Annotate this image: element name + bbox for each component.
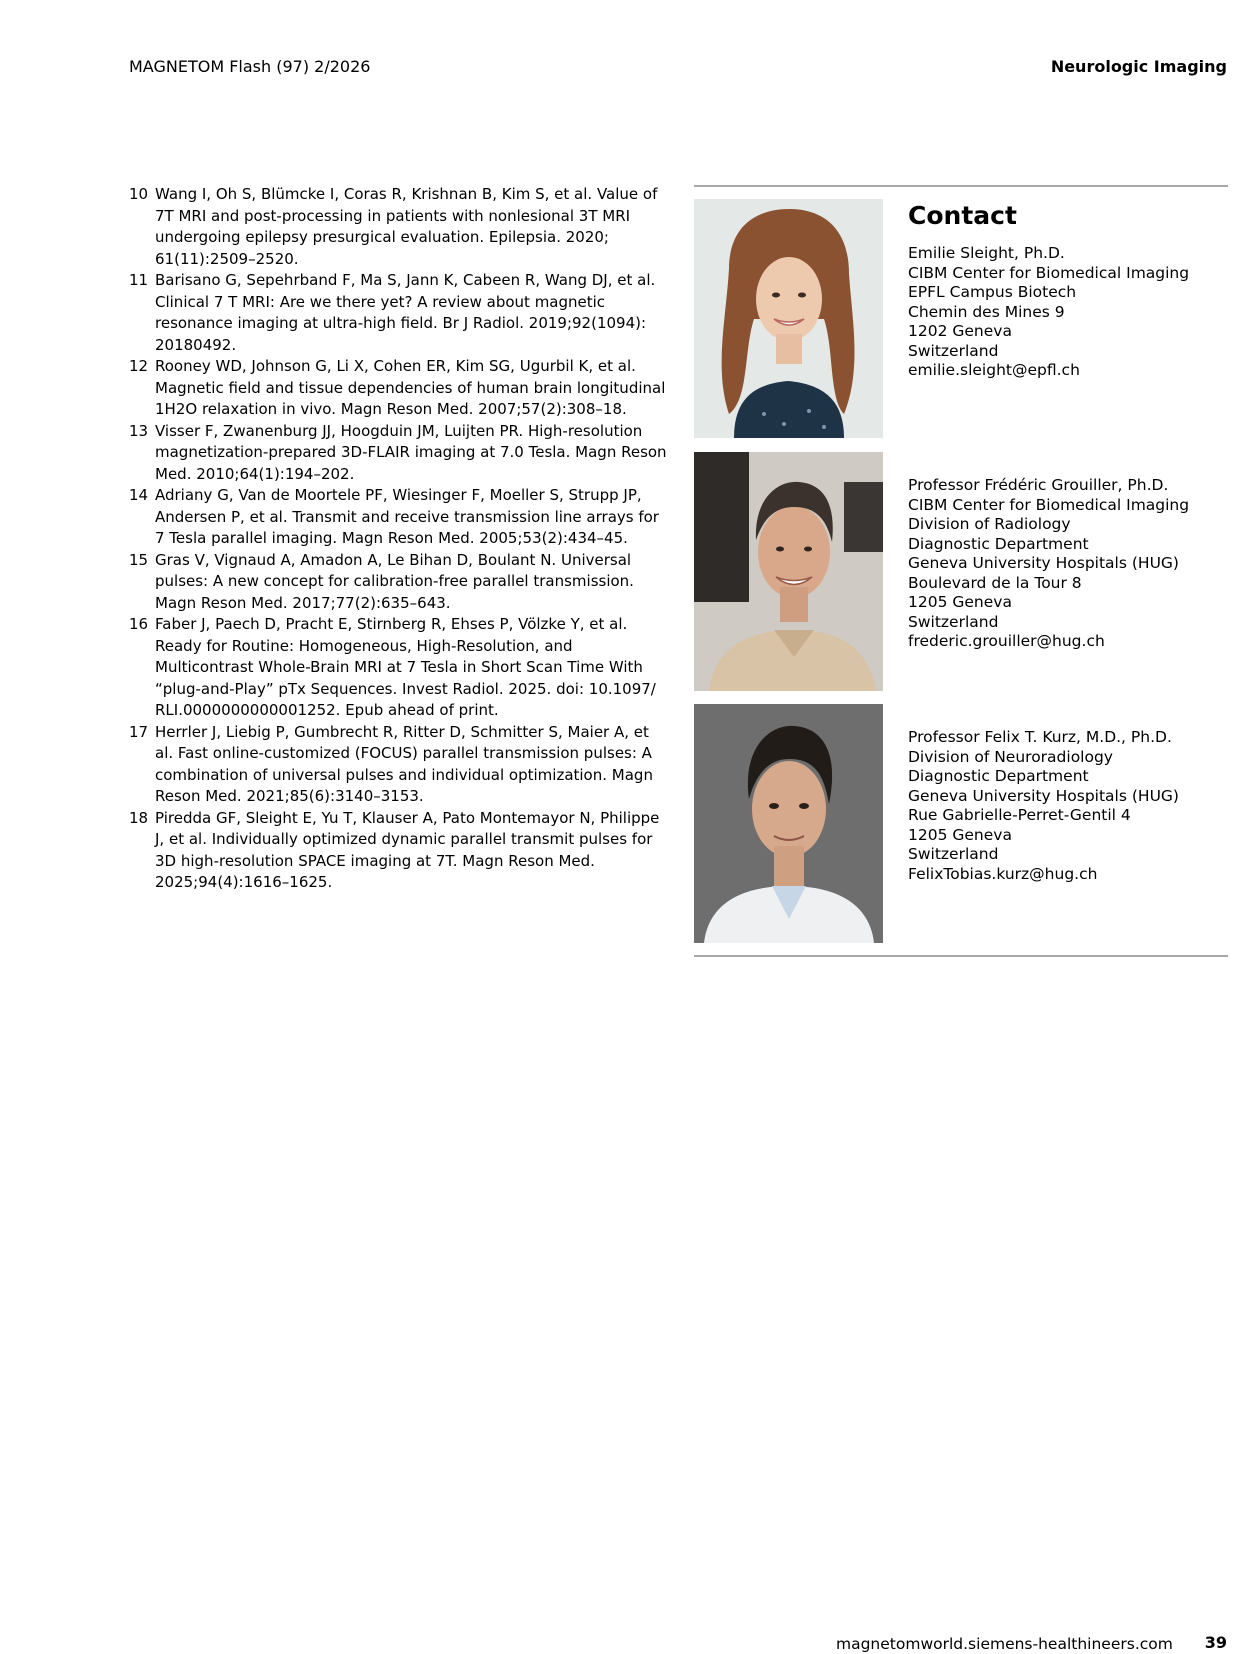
contact-address-line: 1205 Geneva	[908, 825, 1012, 844]
contact-affiliation: Diagnostic Department	[908, 767, 1089, 785]
contact-affiliation: CIBM Center for Biomedical Imaging	[908, 495, 1190, 514]
contact-heading: Contact	[908, 201, 1017, 230]
reference-item	[129, 356, 669, 421]
reference-number: 12	[129, 357, 149, 375]
reference-text: Rooney WD, Johnson G, Li X, Cohen ER, Kim SG, Ugurbil K, et al. Magnetic field and tissue dependencies of human brain longitudinal 1H2O relaxation in vivo. Magn Reson Med. 2007;57(2):308–18.	[155, 357, 666, 418]
reference-text: Visser F, Zwanenburg JJ, Hoogduin JM, Luijten PR. High-resolution magnetization-prepared 3D-FLAIR imaging at 7.0 Tesla. Magn Reson Med. 2010;64(1):194–202.	[155, 421, 667, 483]
reference-text: Adriany G, Van de Moortele PF, Wiesinger F, Moeller S, Strupp JP, Andersen P, et al. Transmit and receive transmission line arrays for 7 Tesla parallel imaging. Magn Reson Med. 2005;53(2):434–45.	[155, 486, 659, 547]
contact-country: Switzerland	[908, 341, 999, 360]
contact-affiliation: Geneva University Hospitals (HUG)	[908, 786, 1179, 805]
reference-number: 18	[129, 808, 149, 827]
contact-card-emilie-sleight	[908, 244, 1189, 381]
contact-card-felix-kurz	[908, 728, 1179, 884]
contact-address-line: EPFL Campus Biotech	[908, 283, 1077, 301]
reference-item	[129, 808, 669, 894]
contact-email: frederic.grouiller@hug.ch	[908, 632, 1105, 650]
reference-number: 17	[129, 722, 149, 741]
contact-country: Switzerland	[908, 612, 999, 631]
reference-text: Faber J, Paech D, Pracht E, Stirnberg R, Ehses P, Völzke Y, et al. Ready for Routine: Homogeneous, High-Resolution, and Multicontrast Whole-Brain MRI at 7 Tesla in Short Scan Time With “plug-and-Play” pTx Sequences. Invest Radiol. 2025. doi: 10.1097/ RLI.0000000000001252. Epub ahead of print.	[155, 615, 656, 719]
contact-email: emilie.sleight@epfl.ch	[908, 361, 1080, 379]
contact-address-line: Rue Gabrielle-Perret-Gentil 4	[908, 806, 1131, 824]
reference-text: Barisano G, Sepehrband F, Ma S, Jann K, Cabeen R, Wang DJ, et al. Clinical 7 T MRI: Are we there yet? A review about magnetic resonance imaging at ultra-high field. Br J Radiol. 2019;92(1094): 20180492.	[155, 271, 656, 354]
contact-name: Professor Felix T. Kurz, M.D., Ph.D.	[908, 728, 1172, 746]
page-number: 39	[1204, 1633, 1227, 1652]
contact-bottom-divider	[694, 955, 1228, 957]
reference-number: 11	[129, 271, 149, 289]
reference-number: 13	[129, 421, 149, 440]
contact-email: FelixTobias.kurz@hug.ch	[908, 864, 1098, 883]
reference-text: Piredda GF, Sleight E, Yu T, Klauser A, Pato Montemayor N, Philippe J, et al. Individually optimized dynamic parallel transmit pulses for 3D high-resolution SPACE imaging at 7T. Magn Reson Med. 2025;94(4):1616–1625.	[155, 808, 660, 891]
contact-affiliation: Geneva University Hospitals (HUG)	[908, 554, 1179, 572]
reference-number: 10	[129, 185, 149, 203]
contact-address-line: Chemin des Mines 9	[908, 302, 1065, 321]
contact-affiliation: Diagnostic Department	[908, 534, 1089, 553]
contact-affiliation: Division of Radiology	[908, 515, 1071, 533]
reference-number: 16	[129, 615, 149, 633]
contact-country: Switzerland	[908, 845, 999, 863]
publication-title: MAGNETOM Flash (97) 2/2026	[129, 57, 371, 76]
reference-item	[129, 270, 669, 356]
contact-photo-frederic-grouiller	[694, 452, 883, 691]
reference-item	[129, 550, 669, 615]
contact-affiliation: Division of Neuroradiology	[908, 747, 1113, 766]
contact-address-line: Boulevard de la Tour 8	[908, 573, 1082, 592]
reference-item	[129, 184, 669, 270]
contact-affiliation: CIBM Center for Biomedical Imaging	[908, 263, 1190, 282]
contact-address-line: 1205 Geneva	[908, 593, 1012, 611]
contact-name: Emilie Sleight, Ph.D.	[908, 244, 1065, 262]
contact-address-line: 1202 Geneva	[908, 322, 1012, 340]
footer-website: magnetomworld.siemens-healthineers.com	[836, 1635, 1173, 1653]
reference-item	[129, 421, 669, 486]
contact-photo-felix-kurz	[694, 704, 883, 943]
reference-text: Gras V, Vignaud A, Amadon A, Le Bihan D, Boulant N. Universal pulses: A new concept for calibration-free parallel transmission. Magn Reson Med. 2017;77(2):635–643.	[155, 550, 634, 612]
contact-top-divider	[694, 185, 1228, 187]
reference-number: 15	[129, 550, 149, 569]
reference-text: Wang I, Oh S, Blümcke I, Coras R, Krishnan B, Kim S, et al. Value of 7T MRI and post-processing in patients with nonlesional 3T MRI undergoing epilepsy presurgical evaluation. Epilepsia. 2020; 61(11):2509–2520.	[155, 185, 658, 268]
section-title: Neurologic Imaging	[1050, 57, 1227, 76]
reference-item	[129, 485, 669, 550]
reference-item	[129, 614, 669, 722]
contact-card-frederic-grouiller	[908, 476, 1189, 652]
contact-photo-emilie-sleight	[694, 199, 883, 438]
reference-list	[129, 184, 669, 894]
contact-name: Professor Frédéric Grouiller, Ph.D.	[908, 476, 1169, 494]
reference-number: 14	[129, 486, 149, 504]
reference-text: Herrler J, Liebig P, Gumbrecht R, Ritter D, Schmitter S, Maier A, et al. Fast online-customized (FOCUS) parallel transmission pulses: A combination of universal pulses and individual optimization. Magn Reson Med. 2021;85(6):3140–3153.	[155, 722, 653, 805]
reference-item	[129, 722, 669, 808]
